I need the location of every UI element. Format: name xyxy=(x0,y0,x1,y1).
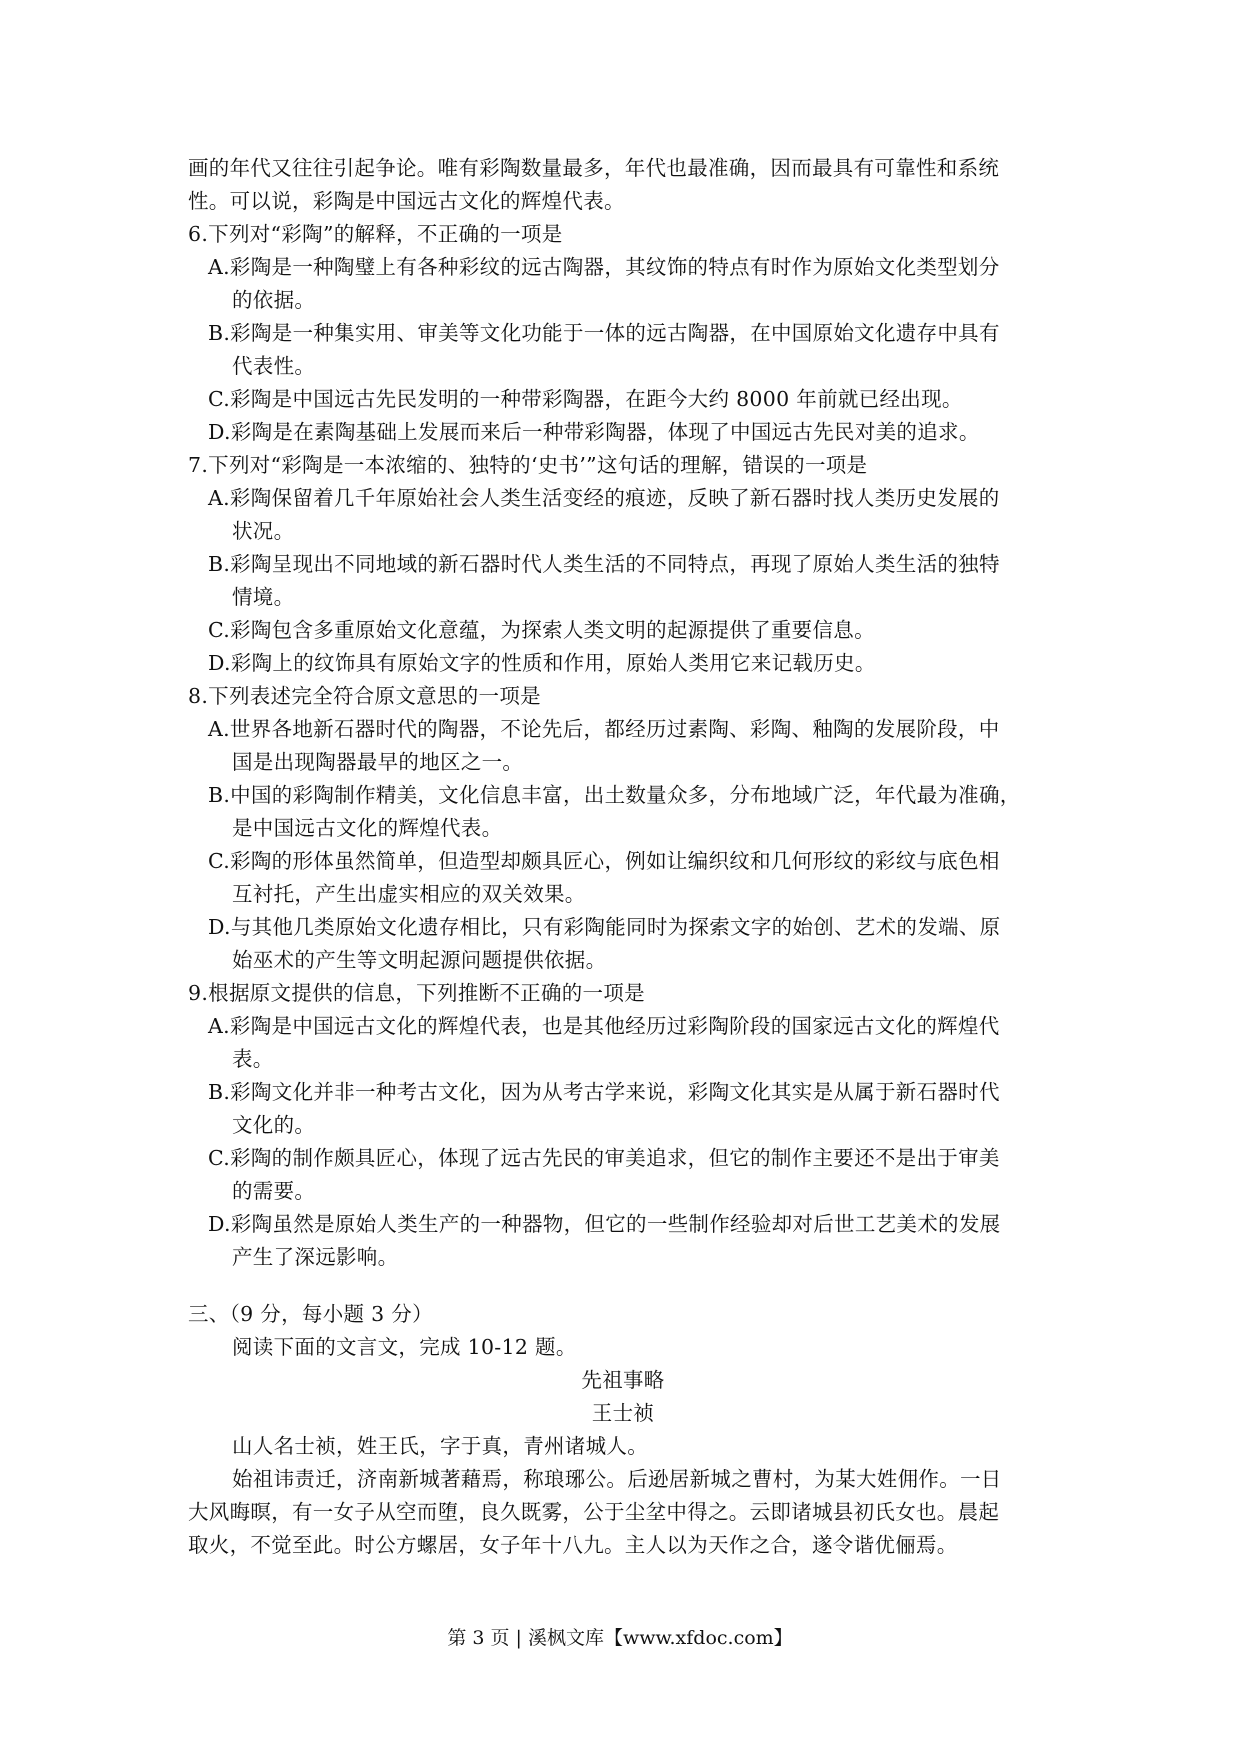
passage-line: 画的年代又往往引起争论。唯有彩陶数量最多，年代也最准确，因而最具有可靠性和系统 xyxy=(188,156,1000,180)
answer-option-continuation: 国是出现陶器最早的地区之一。 xyxy=(232,750,524,774)
answer-option: C.彩陶包含多重原始文化意蕴，为探索人类文明的起源提供了重要信息。 xyxy=(208,618,875,642)
answer-option: D.与其他几类原始文化遗存相比，只有彩陶能同时为探索文字的始创、艺术的发端、原 xyxy=(208,915,1001,939)
answer-option: A.彩陶是一种陶璧上有各种彩纹的远古陶器，其纹饰的特点有时作为原始文化类型划分 xyxy=(208,255,1000,279)
question-block xyxy=(188,680,1058,977)
answer-option: C.彩陶的制作颇具匠心，体现了远古先民的审美追求，但它的制作主要还不是出于审美 xyxy=(208,1146,1000,1170)
document-page xyxy=(188,152,1058,1562)
answer-option: A.彩陶是中国远古文化的辉煌代表，也是其他经历过彩陶阶段的国家远古文化的辉煌代 xyxy=(208,1014,1000,1038)
answer-option: D.彩陶上的纹饰具有原始文字的性质和作用，原始人类用它来记载历史。 xyxy=(208,651,876,675)
question-block xyxy=(188,977,1058,1274)
answer-option-continuation: 产生了深远影响。 xyxy=(232,1245,399,1269)
page-footer: 第 3 页 | 溪枫文库【www.xfdoc.com】 xyxy=(447,1627,793,1649)
answer-option: B.彩陶是一种集实用、审美等文化功能于一体的远古陶器，在中国原始文化遗存中具有 xyxy=(208,321,1000,345)
section-instruction: 阅读下面的文言文，完成 10-12 题。 xyxy=(232,1335,577,1359)
passage-line: 性。可以说，彩陶是中国远古文化的辉煌代表。 xyxy=(188,189,625,213)
answer-option: D.彩陶是在素陶基础上发展而来后一种带彩陶器，体现了中国远古先民对美的追求。 xyxy=(208,420,980,444)
classical-text-title: 先祖事略 xyxy=(581,1368,665,1392)
question-stem: 9.根据原文提供的信息，下列推断不正确的一项是 xyxy=(188,981,645,1005)
answer-option-continuation: 的需要。 xyxy=(232,1179,316,1203)
answer-option-continuation: 始巫术的产生等文明起源问题提供依据。 xyxy=(232,948,607,972)
question-block xyxy=(188,449,1058,680)
answer-option-continuation: 互衬托，产生出虚实相应的双关效果。 xyxy=(232,882,586,906)
answer-option: B.彩陶文化并非一种考古文化，因为从考古学来说，彩陶文化其实是从属于新石器时代 xyxy=(208,1080,1000,1104)
question-list xyxy=(188,218,1058,1274)
answer-option: D.彩陶虽然是原始人类生产的一种器物，但它的一些制作经验却对后世工艺美术的发展 xyxy=(208,1212,1001,1236)
answer-option-continuation: 状况。 xyxy=(232,519,295,543)
classical-paragraph-line: 取火，不觉至此。时公方螺居，女子年十八九。主人以为天作之合，遂令谐优俪焉。 xyxy=(188,1533,958,1557)
answer-option-continuation: 的依据。 xyxy=(232,288,316,312)
classical-text-author: 王士祯 xyxy=(591,1401,655,1425)
answer-option-continuation: 表。 xyxy=(232,1047,274,1071)
answer-option-continuation: 是中国远古文化的辉煌代表。 xyxy=(232,816,503,840)
question-stem: 8.下列表述完全符合原文意思的一项是 xyxy=(188,684,541,708)
classical-paragraph: 山人名士祯，姓王氏，字于真，青州诸城人。 xyxy=(232,1434,648,1458)
answer-option: A.彩陶保留着几千年原始社会人类生活变经的痕迹，反映了新石器时找人类历史发展的 xyxy=(208,486,1000,510)
answer-option: A.世界各地新石器时代的陶器，不论先后，都经历过素陶、彩陶、釉陶的发展阶段，中 xyxy=(208,717,1000,741)
answer-option-continuation: 情境。 xyxy=(232,585,295,609)
answer-option: C.彩陶的形体虽然简单，但造型却颇具匠心，例如让编织纹和几何形纹的彩纹与底色相 xyxy=(208,849,1000,873)
section-gap xyxy=(188,1274,1058,1298)
question-stem: 6.下列对“彩陶”的解释，不正确的一项是 xyxy=(188,222,563,246)
answer-option: B.彩陶呈现出不同地域的新石器时代人类生活的不同特点，再现了原始人类生活的独特 xyxy=(208,552,1000,576)
answer-option: B.中国的彩陶制作精美，文化信息丰富，出土数量众多，分布地域广泛，年代最为准确， xyxy=(208,783,1021,807)
section-heading: 三、（9 分，每小题 3 分） xyxy=(188,1302,433,1326)
classical-paragraph-line: 大风晦暝，有一女子从空而堕，良久既雾，公于尘坌中得之。云即诸城县初氏女也。晨起 xyxy=(188,1500,1000,1524)
question-block xyxy=(188,218,1058,449)
section-three xyxy=(188,1298,1058,1562)
answer-option-continuation: 文化的。 xyxy=(232,1113,316,1137)
question-stem: 7.下列对“彩陶是一本浓缩的、独特的‘史书’”这句话的理解，错误的一项是 xyxy=(188,453,868,477)
answer-option: C.彩陶是中国远古先民发明的一种带彩陶器，在距今大约 8000 年前就已经出现。 xyxy=(208,387,963,411)
passage-tail xyxy=(188,152,1058,218)
answer-option-continuation: 代表性。 xyxy=(232,354,316,378)
classical-paragraph-line: 始祖讳责迁，济南新城著藉焉，称琅琊公。后逊居新城之曹村，为某大姓佣作。一日 xyxy=(232,1467,1002,1491)
